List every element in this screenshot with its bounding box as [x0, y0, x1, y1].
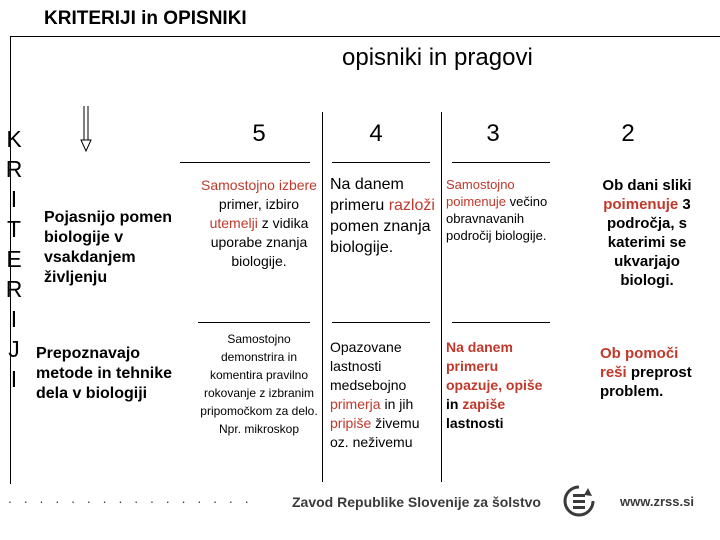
vertical-letter: K: [6, 126, 22, 152]
title-divider: [10, 36, 720, 37]
row-divider: [452, 162, 550, 163]
descriptor-text: Opazovane lastnosti medsebojno: [330, 339, 407, 393]
vertical-letter: R: [5, 276, 23, 302]
descriptor-r1-score4: [330, 174, 436, 258]
descriptor-text: in: [446, 396, 463, 412]
highlighted-keyword: razloži: [388, 197, 435, 214]
descriptor-text: 3 področja, s katerimi se ukvarjajo biologi.: [606, 196, 691, 289]
row-divider: [332, 162, 430, 163]
highlighted-keyword: zapiše: [462, 396, 506, 412]
score-header-5: 5: [252, 120, 266, 147]
vertical-letter: R: [5, 156, 23, 182]
criterion-1: Pojasnijo pomen biologije v vsakdanjem življenju: [44, 209, 173, 286]
descriptor-text: lastnosti: [446, 415, 504, 431]
descriptor-r1-score5: [198, 176, 320, 271]
descriptor-r1-score2: [588, 176, 706, 290]
highlighted-keyword: pripiše: [330, 415, 372, 431]
descriptor-r2-score4: [330, 338, 440, 452]
row-divider: [180, 162, 310, 163]
institution-name: Zavod Republike Slovenije za šolstvo: [292, 494, 541, 510]
vertical-letter: T: [6, 216, 22, 242]
vertical-letter: I: [10, 306, 18, 332]
descriptor-r2-score2: [600, 344, 700, 401]
score-header-2: 2: [621, 120, 635, 147]
table-subtitle: opisniki in pragovi: [342, 44, 533, 71]
descriptor-r1-score3: [446, 176, 550, 244]
highlighted-keyword: poimenuje: [603, 196, 679, 213]
descriptor-text: preprost problem.: [600, 364, 692, 400]
criterion-2: Prepoznavajo metode in tehnike dela v biologiji: [36, 345, 173, 402]
vertical-letter: I: [10, 186, 18, 212]
descriptor-text: in jih: [380, 396, 414, 412]
score-header-3: 3: [486, 120, 500, 147]
highlighted-keyword: Na danem primeru opazuje, opiše: [446, 339, 543, 393]
highlighted-keyword: Samostojno poimenuje: [446, 177, 515, 209]
footer-dots: . . . . . . . . . . . . . . . .: [8, 490, 253, 506]
row-divider: [332, 322, 430, 323]
row-divider: [198, 322, 310, 323]
column-divider: [322, 112, 323, 482]
vertical-letter: E: [6, 246, 22, 272]
vertical-letter: J: [8, 336, 20, 362]
descriptor-r2-score3: [446, 338, 550, 433]
row-divider: [452, 322, 550, 323]
vertical-letter: I: [10, 366, 18, 392]
score-header-4: 4: [369, 120, 383, 147]
descriptor-text: Ob dani sliki: [602, 177, 692, 194]
descriptor-text: živemu oz. neživemu: [330, 415, 420, 450]
descriptor-r2-score5: [198, 330, 320, 438]
page-title: KRITERIJI in OPISNIKI: [44, 8, 247, 29]
descriptor-text: Samostojno demonstrira in komentira pravilno rokovanje z izbranim pripomočkom za delo. Npr. mikroskop: [200, 332, 318, 436]
zrss-logo-icon: [562, 484, 596, 518]
website-url: www.zrss.si: [620, 494, 694, 509]
column-divider: [441, 112, 442, 482]
down-arrow-icon: [79, 106, 93, 152]
highlighted-keyword: primerja: [330, 396, 381, 412]
highlighted-keyword: utemelji: [209, 215, 258, 231]
highlighted-keyword: Ob pomoči reši: [600, 345, 679, 381]
highlighted-keyword: Samostojno izbere: [201, 177, 317, 193]
descriptor-text: z vidika uporabe znanja biologije.: [210, 215, 309, 269]
descriptor-text: večino obravnavanih področij biologije.: [446, 194, 548, 243]
descriptor-text: pomen znanja biologije.: [330, 218, 431, 256]
vertical-kriteriji-label: [4, 124, 24, 394]
descriptor-text: primer, izbiro: [218, 196, 300, 212]
descriptor-text: Na danem primeru: [330, 176, 404, 214]
